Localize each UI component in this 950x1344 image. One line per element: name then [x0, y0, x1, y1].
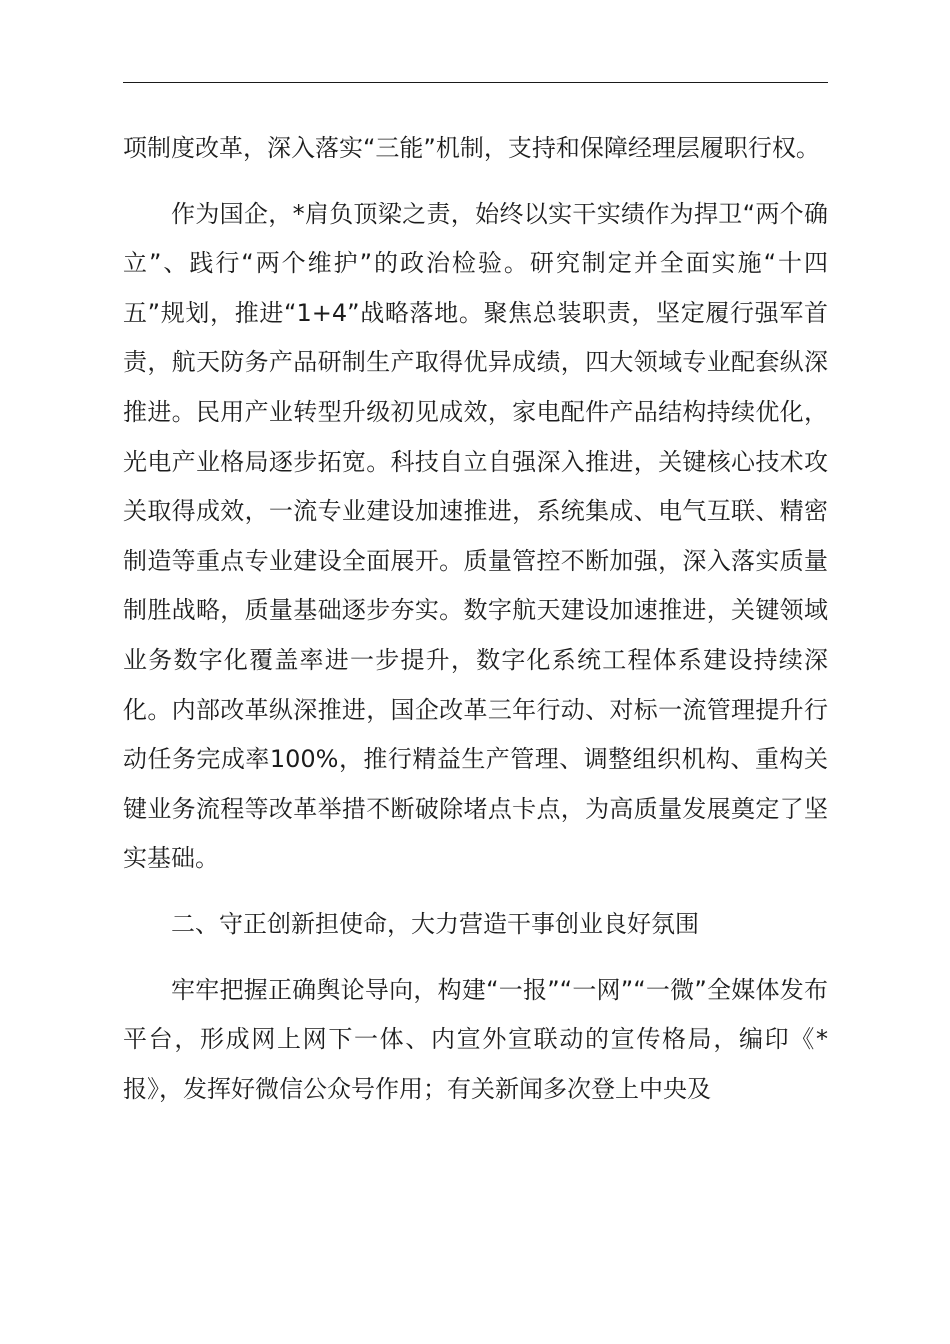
paragraph-publicity: 牢牢把握正确舆论导向，构建“一报”“一网”“一微”全媒体发布平台，形成网上网下一体、内宣外宣联动的宣传格局，编印《*报》，发挥好微信公众号作用；有关新闻多次登上中央及 — [123, 975, 828, 1103]
document-body — [123, 124, 828, 1130]
paragraph-achievements: 作为国企，*肩负顶梁之责，始终以实干实绩作为捍卫“两个确立”、践行“两个维护”的政治检验。研究制定并全面实施“十四五”规划，推进“1+4”战略落地。聚焦总装职责，坚定履行强军首责，航天防务产品研制生产取得优异成绩，四大领域专业配套纵深推进。民用产业转型升级初见成效，家电配件产品结构持续优化，光电产业格局逐步拓宽。科技自立自强深入推进，关键核心技术攻关取得成效，一流专业建设加速推进，系统集成、电气互联、精密制造等重点专业建设全面展开。质量管控不断加强，深入落实质量制胜战略，质量基础逐步夯实。数字航天建设加速推进，关键领域业务数字化覆盖率进一步提升，数字化系统工程体系建设持续深化。内部改革纵深推进，国企改革三年行动、对标一流管理提升行动任务完成率100%，推行精益生产管理、调整组织机构、重构关键业务流程等改革举措不断破除堵点卡点，为高质量发展奠定了坚实基础。 — [123, 199, 828, 873]
header-rule — [123, 82, 828, 83]
section-heading: 二、守正创新担使命，大力营造干事创业良好氛围 — [171, 909, 699, 938]
paragraph-continuation: 项制度改革，深入落实“三能”机制，支持和保障经理层履职行权。 — [123, 134, 820, 162]
